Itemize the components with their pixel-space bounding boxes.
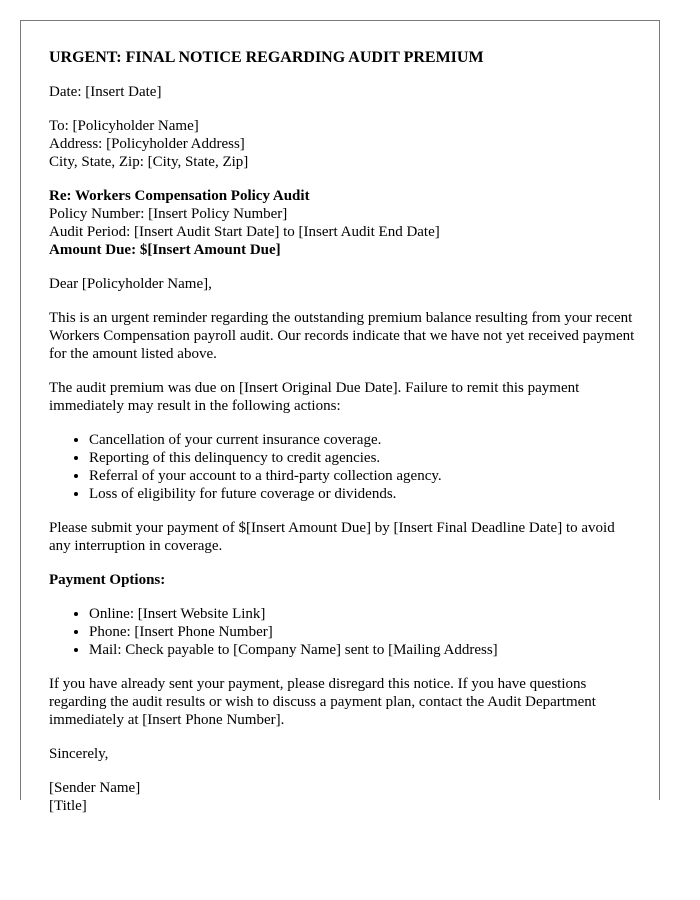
letter-page [20,20,660,814]
paragraph-reminder: This is an urgent reminder regarding the outstanding premium balance resulting from your recent Workers Compensation payroll audit. Our records indicate that we have not yet received payment for the amount listed above. [49,310,635,362]
recipient-block [49,117,639,171]
to-line: To: [Policyholder Name] [49,118,199,134]
paragraph-submit-payment: Please submit your payment of $[Insert Amount Due] by [Insert Final Deadline Date] to avoid any interruption in coverage. [49,520,615,554]
actions-list [49,431,639,503]
date-line: Date: [Insert Date] [49,84,162,100]
list-item: • Referral of your account to a third-party collection agency. [89,467,639,485]
closing: Sincerely, [49,746,109,762]
paragraph-contact: If you have already sent your payment, please disregard this notice. If you have questions regarding the audit results or wish to discuss a payment plan, contact the Audit Department immediately at [Insert Phone Number]. [49,676,596,728]
list-item: • Online: [Insert Website Link] [89,605,639,623]
signature-block [49,779,639,815]
amount-due-line: Amount Due: $[Insert Amount Due] [49,242,281,258]
sender-title: [Title] [49,798,87,814]
list-item: • Mail: Check payable to [Company Name] sent to [Mailing Address] [89,641,639,659]
date-block [49,83,639,101]
policy-number-line: Policy Number: [Insert Policy Number] [49,206,288,222]
list-item: • Phone: [Insert Phone Number] [89,623,639,641]
paragraph-due-date: The audit premium was due on [Insert Original Due Date]. Failure to remit this payment immediately may result in the following actions: [49,380,580,414]
address-line: Address: [Policyholder Address] [49,136,245,152]
city-line: City, State, Zip: [City, State, Zip] [49,154,249,170]
payment-options-heading: Payment Options: [49,572,166,588]
re-line: Re: Workers Compensation Policy Audit [49,188,310,204]
payment-options-list [49,605,639,659]
list-item: • Loss of eligibility for future coverage or dividends. [89,485,639,503]
list-item: • Cancellation of your current insurance coverage. [89,431,639,449]
audit-period-line: Audit Period: [Insert Audit Start Date] to [Insert Audit End Date] [49,224,440,240]
list-item: • Reporting of this delinquency to credit agencies. [89,449,639,467]
letter-content [49,49,639,831]
salutation: Dear [Policyholder Name], [49,276,212,292]
reference-block [49,187,639,259]
sender-name: [Sender Name] [49,780,141,796]
letter-title: URGENT: FINAL NOTICE REGARDING AUDIT PREMIUM [49,49,484,66]
